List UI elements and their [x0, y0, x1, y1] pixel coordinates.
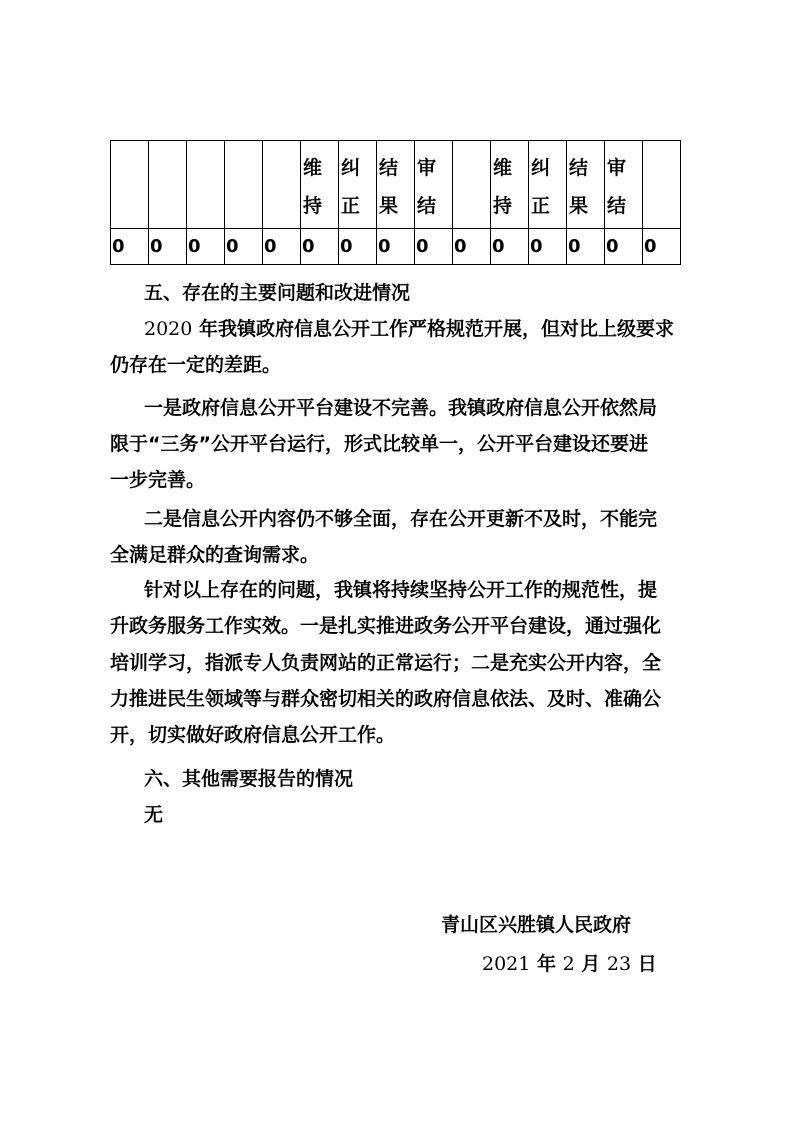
- paragraph-line: 升政务服务工作实效。一是扎实推进政务公开平台建设，通过强化: [110, 615, 662, 637]
- paragraph-line: [144, 317, 674, 341]
- table-header-cell: [567, 141, 605, 229]
- section6-body: 无: [144, 804, 164, 826]
- table-cell: 0: [567, 229, 605, 265]
- paragraph-line: 针对以上存在的问题，我镇将持续坚持公开工作的规范性，提: [144, 579, 658, 601]
- header-cell-text: 结 果: [379, 156, 399, 217]
- review-statistics-table: [110, 140, 680, 264]
- paragraph-line: 力推进民生领域等与群众密切相关的政府信息依法、及时、准确公: [110, 688, 662, 710]
- table-header-cell: [149, 141, 187, 229]
- header-cell-text: 审 结: [417, 156, 437, 217]
- signature-date: [482, 952, 657, 976]
- table-cell: 0: [149, 229, 187, 265]
- paragraph-line: 一是政府信息公开平台建设不完善。我镇政府信息公开依然局: [144, 397, 658, 419]
- table-header-cell: [453, 141, 491, 229]
- date-day: 23: [606, 953, 632, 975]
- paragraph-line: 全满足群众的查询需求。: [110, 544, 320, 566]
- table-cell: 0: [339, 229, 377, 265]
- header-cell-text: 结 果: [569, 156, 589, 217]
- date-month-char: 月: [574, 953, 607, 975]
- table-header-cell: [339, 141, 377, 229]
- table-cell: 0: [453, 229, 491, 265]
- date-month: 2: [562, 953, 575, 975]
- table-header-cell: [605, 141, 643, 229]
- table-header-cell: [491, 141, 529, 229]
- header-cell-text: 审 结: [607, 156, 627, 217]
- table-header-cell: [187, 141, 225, 229]
- table-cell: 0: [111, 229, 149, 265]
- table-header-row: [111, 141, 681, 229]
- review-table: [110, 140, 681, 265]
- header-cell-text: 维 持: [303, 156, 323, 217]
- year-number: 2020: [144, 318, 193, 340]
- paragraph-text: 年我镇政府信息公开工作严格规范开展，但对比上级要求: [192, 318, 674, 340]
- table-header-cell: [225, 141, 263, 229]
- table-header-cell: [263, 141, 301, 229]
- section5-heading: 五、存在的主要问题和改进情况: [144, 282, 411, 304]
- paragraph-line: 仍存在一定的差距。: [110, 354, 282, 376]
- header-cell-text: 纠 正: [341, 156, 361, 217]
- signature-organization: 青山区兴胜镇人民政府: [441, 914, 632, 936]
- paragraph-line: 开，切实做好政府信息公开工作。: [110, 724, 396, 746]
- table-header-cell: [301, 141, 339, 229]
- table-cell: 0: [225, 229, 263, 265]
- table-value-row: [111, 229, 681, 265]
- header-cell-text: 维 持: [493, 156, 513, 217]
- table-header-cell: [377, 141, 415, 229]
- table-header-cell: [643, 141, 681, 229]
- table-cell: 0: [529, 229, 567, 265]
- paragraph-line: 二是信息公开内容仍不够全面，存在公开更新不及时，不能完: [144, 508, 658, 530]
- paragraph-line: 一步完善。: [110, 469, 206, 491]
- table-header-cell: [415, 141, 453, 229]
- section6-heading: 六、其他需要报告的情况: [144, 768, 354, 790]
- table-cell: 0: [415, 229, 453, 265]
- paragraph-line: 限于“三务”公开平台运行，形式比较单一，公开平台建设还要进: [110, 433, 648, 455]
- paragraph-line: 培训学习，指派专人负责网站的正常运行；二是充实公开内容，全: [110, 652, 662, 674]
- table-cell: 0: [643, 229, 681, 265]
- table-header-cell: [111, 141, 149, 229]
- table-cell: 0: [263, 229, 301, 265]
- date-year: 2021: [482, 953, 531, 975]
- date-day-char: 日: [631, 953, 657, 975]
- table-cell: 0: [301, 229, 339, 265]
- table-cell: 0: [605, 229, 643, 265]
- table-cell: 0: [187, 229, 225, 265]
- date-year-char: 年: [530, 953, 563, 975]
- header-cell-text: 纠 正: [531, 156, 551, 217]
- table-cell: 0: [491, 229, 529, 265]
- table-cell: 0: [377, 229, 415, 265]
- table-header-cell: [529, 141, 567, 229]
